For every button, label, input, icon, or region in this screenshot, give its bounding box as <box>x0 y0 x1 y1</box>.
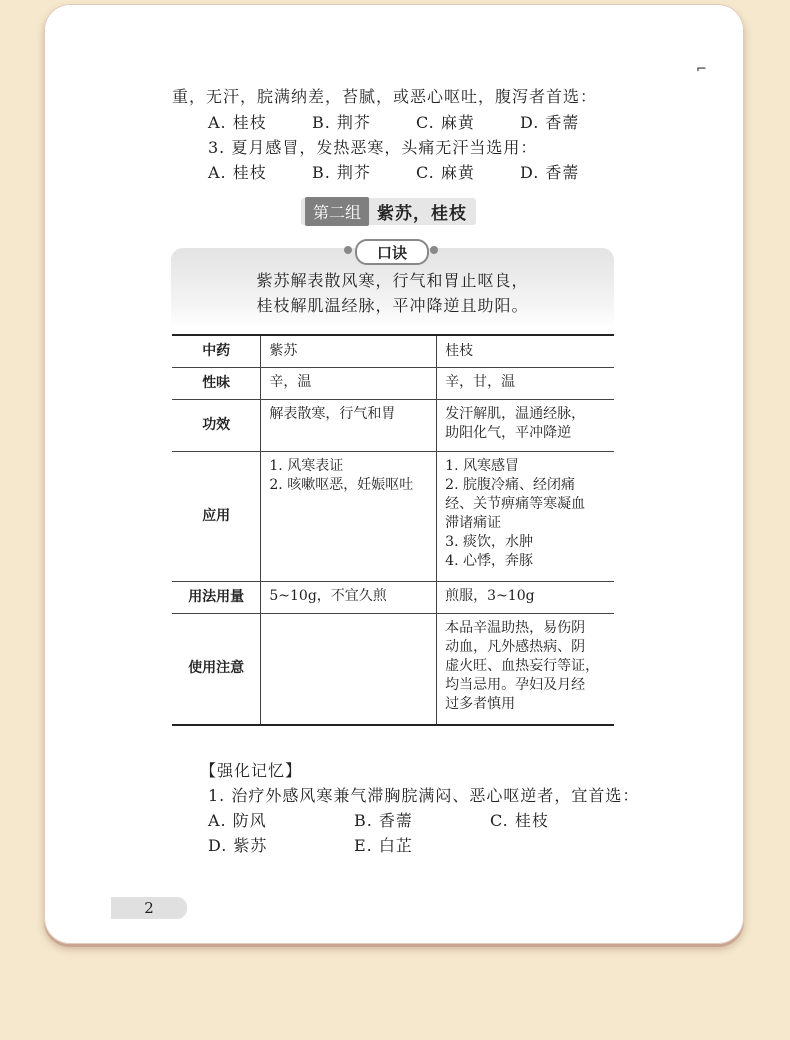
r1-option-d: D. 紫苏 <box>208 836 268 855</box>
group-heading <box>301 198 476 225</box>
question-2-tail: 重，无汗，脘满纳差，苔腻，或恶心呕吐，腹泻者首选： <box>172 87 598 106</box>
cell-line: 本品辛温助热，易伤阴 <box>445 619 586 636</box>
cell-line: 发汗解肌，温通经脉， <box>445 405 586 422</box>
question-3: 3. 夏月感冒，发热恶寒，头痛无汗当选用： <box>208 138 538 157</box>
q3-option-b: B. 荆芥 <box>312 163 371 182</box>
guizhi-cell <box>437 335 614 367</box>
reinforce-heading: 【强化记忆】 <box>200 761 303 780</box>
group-title: 紫苏，桂枝 <box>377 204 468 224</box>
cell-line: 1. 风寒表证 <box>269 457 344 474</box>
mnemonic-title-tab <box>355 239 429 265</box>
group-label: 第二组 <box>305 197 369 226</box>
q2-option-c: C. 麻黄 <box>416 113 475 132</box>
cell-line: 解表散寒，行气和胃 <box>269 405 396 422</box>
cell-line: 经、关节痹痛等寒凝血 <box>445 495 586 512</box>
q2-option-d: D. 香薷 <box>520 113 580 132</box>
cell-line: 辛，甘，温 <box>445 373 516 390</box>
row-label: 用法用量 <box>172 581 261 613</box>
guizhi-cell <box>437 367 614 399</box>
row-label: 功效 <box>172 399 261 451</box>
mnemonic-line-2: 桂枝解肌温经脉，平冲降逆且助阳。 <box>256 296 529 315</box>
cell-line: 辛，温 <box>269 373 312 390</box>
zisu-cell <box>261 335 437 367</box>
row-label: 中药 <box>172 335 261 367</box>
zisu-cell <box>261 613 437 725</box>
cell-line: 虚火旺、血热妄行等证， <box>445 657 600 674</box>
guizhi-cell <box>437 399 614 451</box>
q2-option-a: A. 桂枝 <box>208 113 267 132</box>
q3-option-a: A. 桂枝 <box>208 163 267 182</box>
cell-line: 滞诸痛证 <box>445 514 502 531</box>
table-row <box>172 581 614 613</box>
q3-option-d: D. 香薷 <box>520 163 580 182</box>
q2-option-b: B. 荆芥 <box>312 113 371 132</box>
r1-option-a: A. 防风 <box>208 811 267 830</box>
table-row <box>172 399 614 451</box>
table-row <box>172 335 614 367</box>
cell-line: 煎服，3~10g <box>445 587 535 604</box>
cell-line: 过多者慎用 <box>445 695 516 712</box>
cell-line: 均当忌用。孕妇及月经 <box>445 676 586 693</box>
reinforce-question-1: 1. 治疗外感风寒兼气滞胸脘满闷、恶心呕逆者，宜首选： <box>208 786 640 805</box>
r1-option-e: E. 白芷 <box>354 836 413 855</box>
herb-comparison-table <box>172 334 614 726</box>
cell-line: 动血，凡外感热病、阴 <box>445 638 586 655</box>
row-label: 使用注意 <box>172 613 261 725</box>
table-row <box>172 613 614 725</box>
mnemonic-title: 口诀 <box>376 243 407 262</box>
cell-line: 2. 脘腹冷痛、经闭痛 <box>445 476 575 493</box>
corner-mark-icon: ⌐ <box>696 62 707 77</box>
mnemonic-line-1: 紫苏解表散风寒，行气和胃止呕良， <box>256 271 529 290</box>
guizhi-cell <box>437 613 614 725</box>
cell-line: 4. 心悸，奔豚 <box>445 552 533 569</box>
zisu-cell <box>261 581 437 613</box>
cell-line: 桂枝 <box>445 342 474 359</box>
mnemonic-dot-right <box>430 246 438 254</box>
cell-line: 助阳化气，平冲降逆 <box>445 424 572 441</box>
r1-option-b: B. 香薷 <box>354 811 413 830</box>
row-label: 应用 <box>172 451 261 581</box>
table-row <box>172 451 614 581</box>
table-row <box>172 367 614 399</box>
zisu-cell <box>261 367 437 399</box>
zisu-cell <box>261 399 437 451</box>
guizhi-cell <box>437 451 614 581</box>
row-label: 性味 <box>172 367 261 399</box>
page-number: 2 <box>111 897 187 919</box>
mnemonic-dot-left <box>344 246 352 254</box>
cell-line: 1. 风寒感冒 <box>445 457 519 474</box>
cell-line: 紫苏 <box>269 342 298 359</box>
r1-option-c: C. 桂枝 <box>490 811 549 830</box>
cell-line: 3. 痰饮，水肿 <box>445 533 533 550</box>
cell-line: 5~10g，不宜久煎 <box>269 587 387 604</box>
guizhi-cell <box>437 581 614 613</box>
q3-option-c: C. 麻黄 <box>416 163 475 182</box>
cell-line: 2. 咳嗽呕恶，妊娠呕吐 <box>269 476 414 493</box>
zisu-cell <box>261 451 437 581</box>
